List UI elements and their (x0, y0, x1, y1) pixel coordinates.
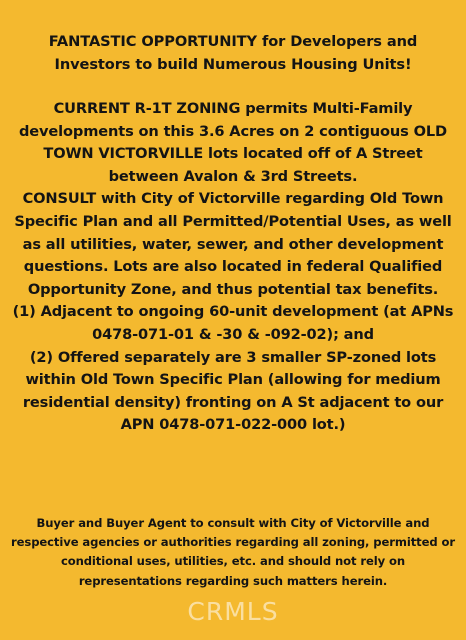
consult-paragraph (10, 188, 456, 301)
consult-text: with City of Victorville regarding Old Town Specific Plan and all Permitted/Potential Uses, as well as all utilities, water, sewer, and other development questions. Lots are also located in federal Qualified Opportunity Zone, and thus potential tax benefits. (14, 190, 452, 298)
headline (10, 30, 456, 76)
headline-line-2: Investors to build Numerous Housing Units! (54, 56, 412, 73)
headline-line-1: FANTASTIC OPPORTUNITY for Developers and (48, 33, 418, 50)
town-caps: OLD TOWN VICTORVILLE (43, 122, 447, 163)
zoning-caps: CURRENT R-1T ZONING (53, 100, 241, 117)
property-description (10, 98, 456, 437)
consult-caps: CONSULT (22, 190, 97, 208)
zoning-text: permits Multi-Family developments on this 3.6 Acres on 2 contiguous (19, 100, 414, 140)
list-item-2: (2) Offered separately are 3 smaller SP-zoned lots within Old Town Specific Plan (allowing for medium residential density) fronting on A St adjacent to our APN 0478-071-022-000 lot.) (22, 348, 444, 434)
disclaimer: Buyer and Buyer Agent to consult with City of Victorville and respective agencies or authorities regarding all zoning, permitted or conditional uses, utilities, etc. and should not rely on representations regarding such matters herein. (11, 516, 455, 588)
spacer (10, 76, 456, 98)
list-item-1: (1) Adjacent to ongoing 60-unit development (at APNs 0478-071-01 & -30 & -092-02); and (12, 303, 454, 343)
town-text: lots located off of A Street between Avalon & 3rd Streets. (108, 145, 423, 185)
zoning-paragraph (10, 98, 456, 188)
crmls-watermark: CRMLS (187, 597, 279, 626)
